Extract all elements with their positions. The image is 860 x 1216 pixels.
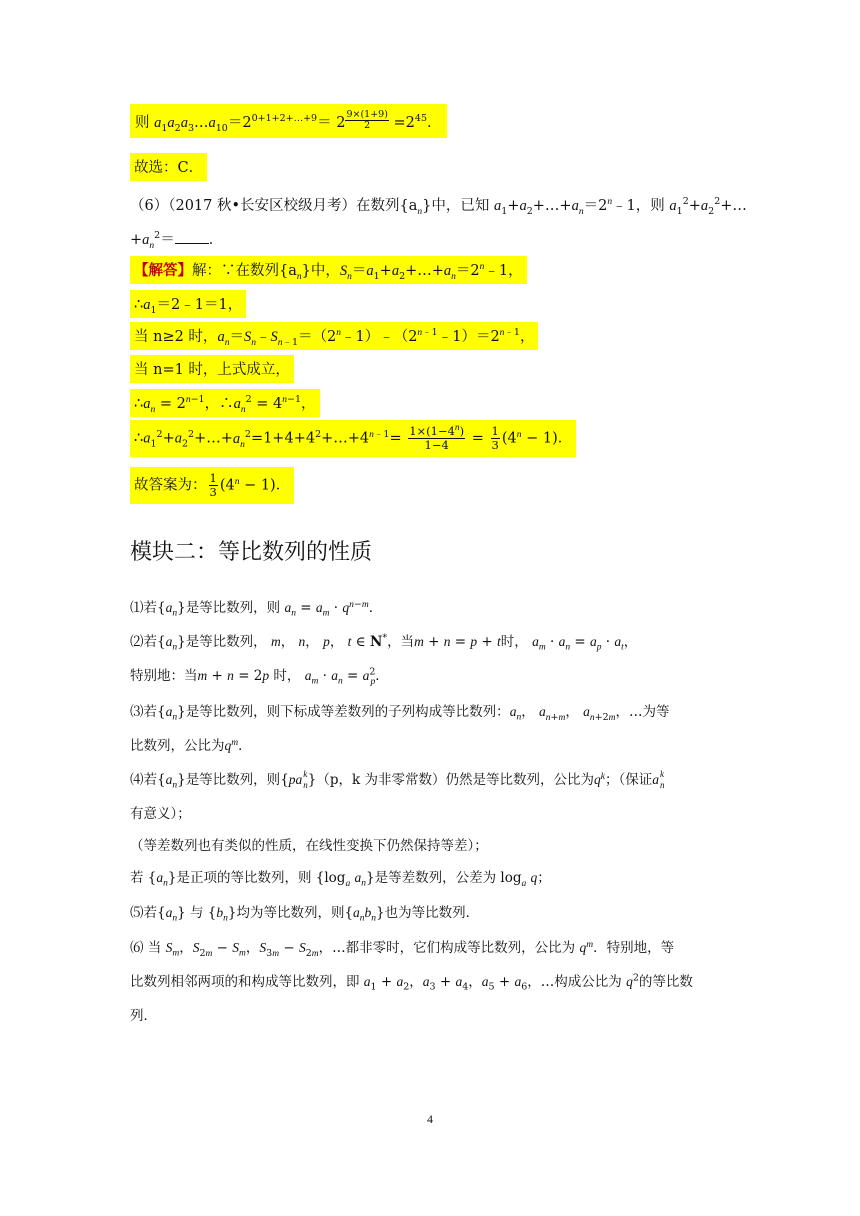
- question-6-cont: $+a_n^2=$ ．: [130, 230, 224, 251]
- solution-sum: $\therefore a_1^2+a_2^2+\dots+a_n^2=1+4+4^2+\dots+4^{n﹣1}=$ $\frac{1\times(1-4^n)}{1-4}$ = $\frac{1}{3}$ $(4^n - 1)$．: [130, 420, 576, 457]
- solution-an: $\therefore a_n = 2^{n-1}$，$\therefore a_n^2 = 4^{n-1}$，: [130, 389, 320, 417]
- property-4-note: （等差数列也有类似的性质，在线性变换下仍然保持等差）；: [130, 838, 488, 854]
- property-6: ⑹ 当 $S_m$，$S_{2m} - S_m$，$S_{3m} - S_{2m}$，…都非零时，它们构成等比数列，公比为 $q^m$．特别地，等: [130, 939, 675, 959]
- property-3-cont: 比数列，公比为$q^m$．: [130, 737, 252, 754]
- property-1: ⑴若$\{a_n\}$是等比数列，则 $a_n = a_m \cdot q^{n-m}$．: [130, 598, 383, 619]
- solution-answer: 故答案为： $\frac{1}{3}$ $(4^n - 1)$．: [130, 467, 294, 504]
- property-6-end: 列．: [130, 1008, 157, 1024]
- page-number: 4: [427, 1112, 433, 1126]
- solution-n-eq-1: 当 n=1 时，上式成立，: [130, 355, 294, 383]
- section-title: 模块二：等比数列的性质: [130, 540, 373, 565]
- property-4-log: 若 $\{a_n\}$是正项的等比数列，则 {$\log_a$ $a_n$}是等差数列，公差为 $\log_a q$；: [130, 870, 551, 889]
- property-6-cont: 比数列相邻两项的和构成等比数列，即 $a_1 + a_2$，$a_3 + a_4$，$a_5 + a_6$，…构成公比为 $q^2$的等比数: [130, 972, 693, 993]
- answer-blank: [175, 231, 209, 244]
- property-2-special: 特别地：当m + n = 2p 时， $a_m \cdot a_n = a^2_p$．: [130, 666, 389, 687]
- solution-n-ge-2: 当 n≥2 时，$a_n=S_n﹣S_{n﹣1}=(2^n﹣1)﹣(2^{n﹣1}﹣1)=2^{n﹣1}$，: [130, 322, 538, 350]
- solution-a1: $\therefore a_1=2﹣1=1$，: [130, 290, 246, 318]
- property-4: ⑷若$\{a_n\}$是等比数列，则{pa k n }（p，k 为非零常数）仍然是等比数列，公比为$q^k$；（保证a k n: [130, 769, 665, 791]
- solution-intro: 【解答】解：∵在数列$\{a_n\}$中，$S_n=a_1+a_2+\dots+a_n=2^n﹣1$，: [130, 256, 527, 284]
- choice-line: 故选：C．: [130, 153, 207, 181]
- property-3: ⑶若$\{a_n\}$是等比数列，则下标成等差数列的子列构成等比数列：$a_n$， $a_{n+m}$， $a_{n+2m}$，…为等: [130, 704, 670, 723]
- question-6: （6）（2017 秋•长安区校级月考）在数列$\{a_n\}$中，已知 $a_1+a_2+\dots+a_n=2^n﹣1$，则 $a_1^2+a_2^2+\dots$: [130, 196, 747, 217]
- property-4-cont: 有意义）；: [130, 806, 191, 822]
- property-5: ⑸若$\{a_n\}$ 与 $\{b_n\}$均为等比数列，则$\{a_nb_n\}$也为等比数列．: [130, 905, 480, 924]
- product-line: 则 $a_1a_2a_3\dots a_{10}=2^{0+1+2+\dots+9}= 2$ $\frac{9\times(1+9)}{2}$ $=2^{45}$．: [130, 104, 447, 138]
- property-2: ⑵若$\{a_n\}$是等比数列， m， n， p， t ∈ N*，当m + n = p + t时， $a_m \cdot a_n = a_p \cdot a_t$，: [130, 632, 638, 653]
